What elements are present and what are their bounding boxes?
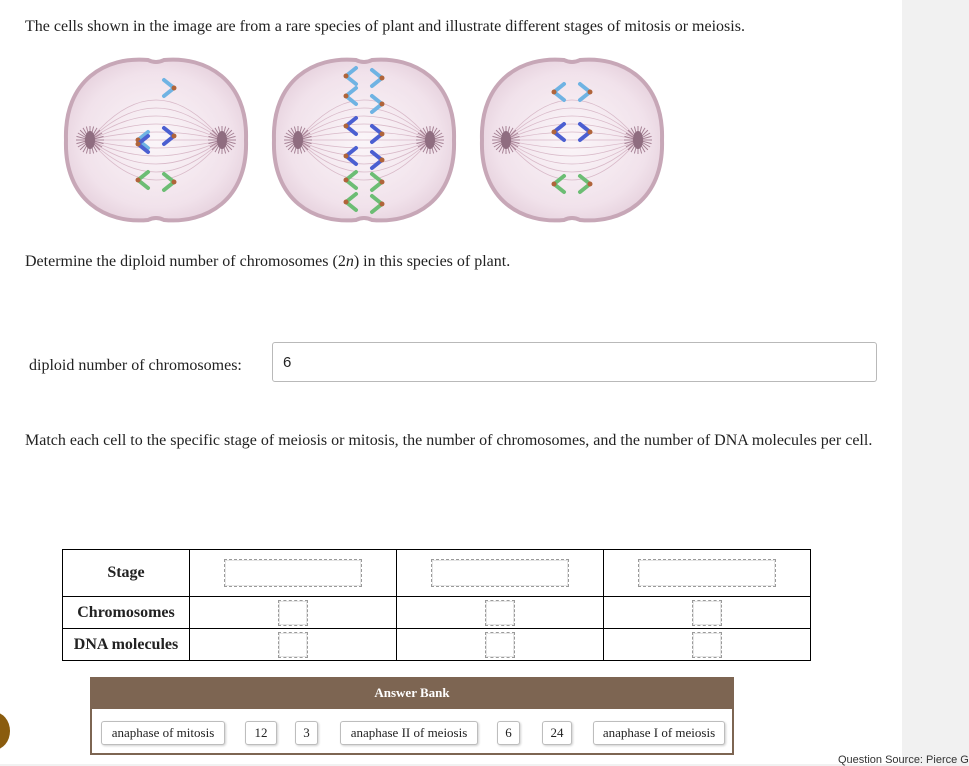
dna-drop-target-2[interactable]	[485, 632, 515, 658]
question-intro: The cells shown in the image are from a rare species of plant and illustrate different stages of mitosis or meiosis.	[25, 18, 745, 35]
chromosomes-drop-target-1[interactable]	[278, 600, 308, 626]
diploid-question: Determine the diploid number of chromosomes (2n) in this species of plant.	[25, 253, 511, 270]
centromere	[344, 124, 349, 129]
chromosomes-cell-3	[604, 597, 811, 629]
answer-chip-anaphase-mitosis[interactable]: anaphase of mitosis	[101, 721, 225, 745]
answer-bank	[90, 677, 734, 755]
centromere	[552, 182, 557, 187]
answer-chip-anaphase-ii-meiosis[interactable]: anaphase II of meiosis	[340, 721, 478, 745]
centromere	[380, 202, 385, 207]
dna-cell-2	[397, 629, 604, 661]
centromere	[588, 182, 593, 187]
dna-cell-1	[190, 629, 397, 661]
centromere	[380, 76, 385, 81]
centromere	[380, 158, 385, 163]
centromere	[588, 90, 593, 95]
centromere	[344, 74, 349, 79]
table-row	[63, 550, 811, 597]
stage-drop-target-3[interactable]	[638, 559, 776, 587]
answer-bank-items	[92, 709, 732, 753]
centromere	[344, 178, 349, 183]
answer-chip-24[interactable]: 24	[542, 721, 572, 745]
table-row	[63, 629, 811, 661]
centrosome	[217, 131, 227, 149]
dna-drop-target-1[interactable]	[278, 632, 308, 658]
centromere	[380, 180, 385, 185]
centrosome	[293, 131, 303, 149]
dna-cell-3	[604, 629, 811, 661]
centromere	[172, 86, 177, 91]
stage-drop-target-2[interactable]	[431, 559, 569, 587]
answer-chip-anaphase-i-meiosis[interactable]: anaphase I of meiosis	[593, 721, 725, 745]
diploid-answer-label: diploid number of chromosomes:	[29, 357, 242, 374]
matching-instructions: Match each cell to the specific stage of meiosis or mitosis, the number of chromosomes, and the number of DNA molecules per cell.	[25, 432, 873, 449]
answer-bank-title: Answer Bank	[374, 685, 450, 700]
centromere	[172, 180, 177, 185]
centromere	[552, 130, 557, 135]
centromere	[136, 142, 141, 147]
centromere	[344, 154, 349, 159]
diploid-answer-input[interactable]	[272, 342, 877, 382]
cell-1	[66, 60, 246, 221]
table-row	[63, 597, 811, 629]
centromere	[136, 178, 141, 183]
centromere	[380, 132, 385, 137]
answer-chip-3[interactable]: 3	[295, 721, 318, 745]
centromere	[552, 90, 557, 95]
cell-diagram	[60, 52, 672, 228]
centrosome	[501, 131, 511, 149]
centromere	[380, 102, 385, 107]
centromere	[172, 134, 177, 139]
stage-drop-target-1[interactable]	[224, 559, 362, 587]
chromosomes-drop-target-2[interactable]	[485, 600, 515, 626]
cell-2	[274, 60, 454, 221]
centrosome	[633, 131, 643, 149]
centromere	[344, 94, 349, 99]
stage-cell-2	[397, 550, 604, 597]
chromosomes-cell-1	[190, 597, 397, 629]
centromere	[588, 130, 593, 135]
cell-3	[482, 60, 662, 221]
dna-drop-target-3[interactable]	[692, 632, 722, 658]
answer-chip-12[interactable]: 12	[245, 721, 277, 745]
question-source: Question Source: Pierce G	[838, 754, 969, 766]
centromere	[344, 200, 349, 205]
matching-table	[62, 549, 811, 661]
answer-chip-6[interactable]: 6	[497, 721, 520, 745]
chromosomes-cell-2	[397, 597, 604, 629]
centrosome	[85, 131, 95, 149]
row-header-stage: Stage	[63, 550, 190, 597]
stage-cell-3	[604, 550, 811, 597]
stage-cell-1	[190, 550, 397, 597]
row-header-chromosomes: Chromosomes	[63, 597, 190, 629]
row-header-dna: DNA molecules	[63, 629, 190, 661]
centrosome	[425, 131, 435, 149]
chromosomes-drop-target-3[interactable]	[692, 600, 722, 626]
